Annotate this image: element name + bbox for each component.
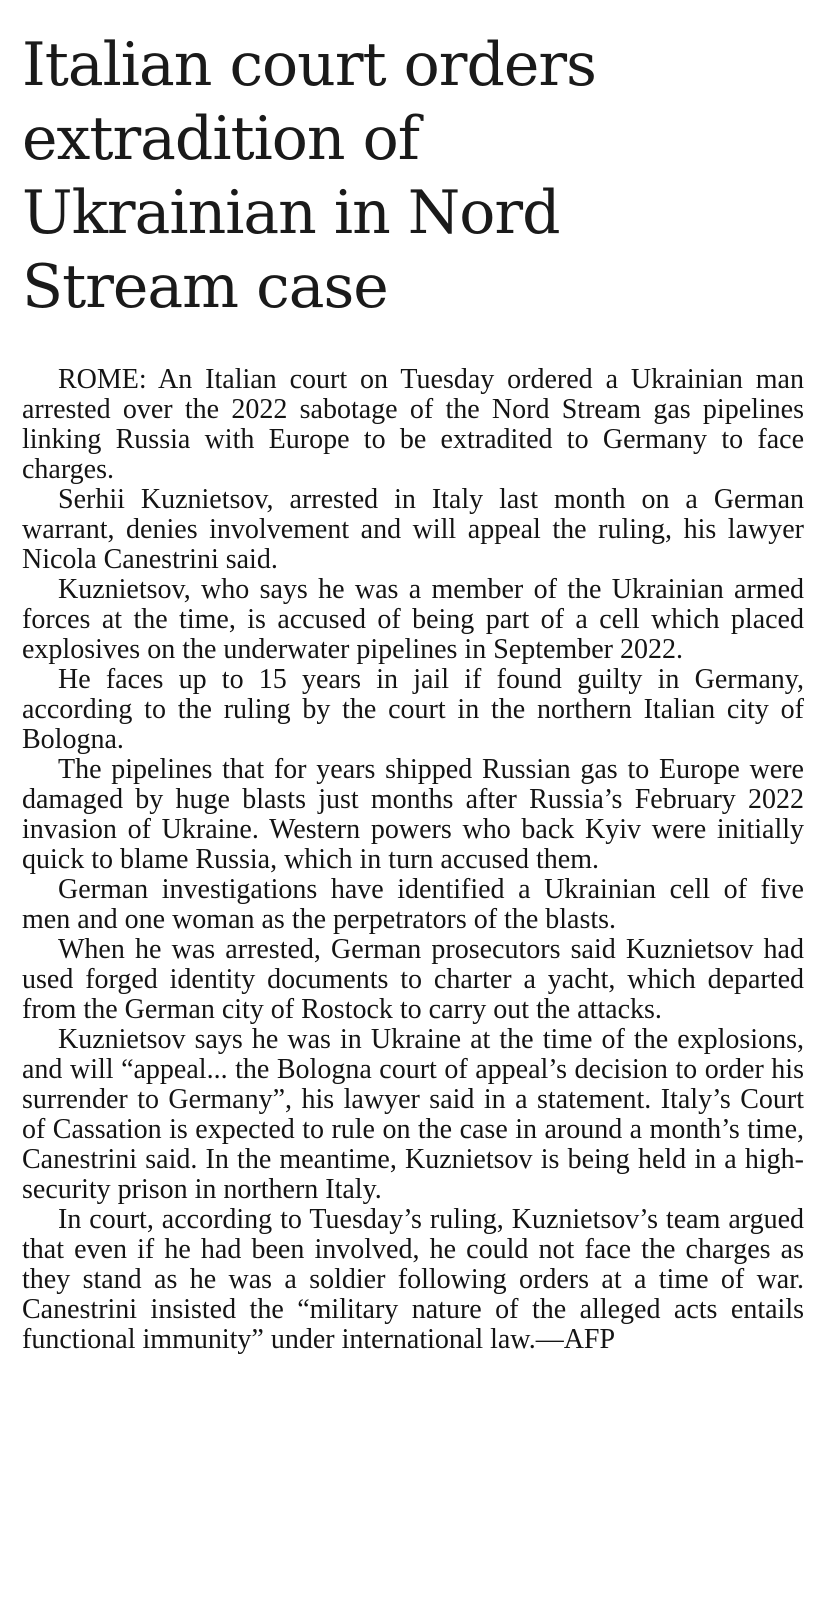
article-paragraph-2: Serhii Kuznietsov, arrested in Italy last month on a German warrant, denies involvement and will appeal the ruling, his lawyer Nicola Canestrini said.: [22, 484, 804, 575]
article-paragraph-5: The pipelines that for years shipped Russian gas to Europe were damaged by huge blasts just months after Russia’s February 2022 invasion of Ukraine. Western powers who back Kyiv were initially quick to blame Russia, which in turn accused them.: [22, 754, 804, 875]
article-paragraph-6: German investigations have identified a Ukrainian cell of five men and one woman as the perpetrators of the blasts.: [22, 874, 804, 935]
article-paragraph-4: He faces up to 15 years in jail if found guilty in Germany, according to the ruling by the court in the northern Italian city of Bologna.: [22, 664, 804, 755]
article-paragraph-7: When he was arrested, German prosecutors said Kuznietsov had used forged identity documents to charter a yacht, which departed from the German city of Rostock to carry out the attacks.: [22, 934, 804, 1025]
article-paragraph-8: Kuznietsov says he was in Ukraine at the time of the explosions, and will “appeal... the Bologna court of appeal’s decision to order his surrender to Germany”, his lawyer said in a statement. Italy’s Court of Cassation is expected to rule on the case in around a month’s time, Canestrini said. In the meantime, Kuznietsov is being held in a high-security prison in northern Italy.: [22, 1024, 804, 1205]
news-article: [22, 0, 808, 1355]
article-paragraph-3: Kuznietsov, who says he was a member of the Ukrainian armed forces at the time, is accused of being part of a cell which placed explosives on the underwater pipelines in September 2022.: [22, 574, 804, 665]
article-headline: Italian court orders extradition of Ukrainian in Nord Stream case: [22, 30, 596, 322]
article-paragraph-1: ROME: An Italian court on Tuesday ordered a Ukrainian man arrested over the 2022 sabotage of the Nord Stream gas pipelines linking Russia with Europe to be extradited to Germany to face charges.: [22, 364, 804, 485]
article-body: [22, 365, 804, 1355]
article-paragraph-9: In court, according to Tuesday’s ruling, Kuznietsov’s team argued that even if he had been involved, he could not face the charges as they stand as he was a soldier following orders at a time of war. Canestrini insisted the “military nature of the alleged acts entails functional immunity” under international law.—AFP: [22, 1204, 804, 1355]
